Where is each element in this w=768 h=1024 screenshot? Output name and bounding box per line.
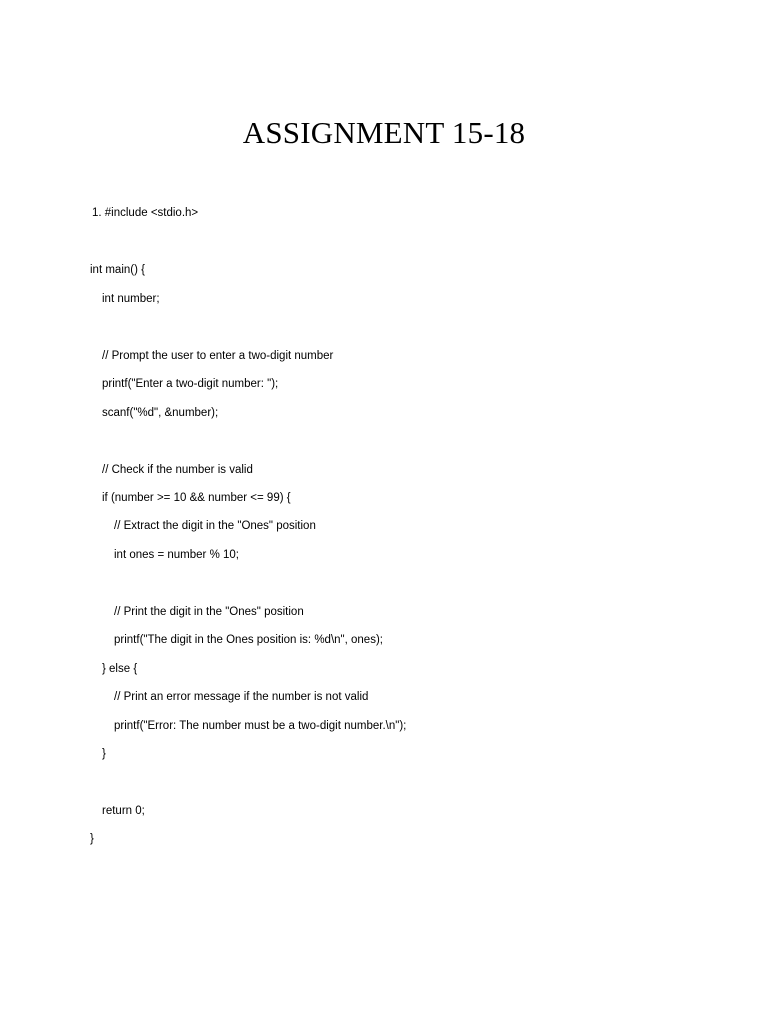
code-line-include: 1. #include <stdio.h> — [92, 207, 199, 219]
code-line-if: if (number >= 10 && number <= 99) { — [102, 492, 291, 504]
code-line-comment-check: // Check if the number is valid — [102, 464, 253, 476]
code-line-main: int main() { — [90, 264, 145, 276]
code-line-comment-print: // Print the digit in the "Ones" position — [114, 606, 304, 618]
page-title: ASSIGNMENT 15-18 — [242, 115, 526, 150]
code-line-return: return 0; — [102, 805, 145, 817]
code-line-comment-extract: // Extract the digit in the "Ones" position — [114, 520, 316, 532]
code-line-comment-prompt: // Prompt the user to enter a two-digit number — [102, 350, 334, 362]
code-line-printf-ones: printf("The digit in the Ones position is: %d\n", ones); — [114, 634, 383, 646]
code-line-ones: int ones = number % 10; — [114, 549, 239, 561]
code-line-comment-error: // Print an error message if the number is not valid — [114, 691, 369, 703]
code-line-close-if: } — [102, 748, 106, 760]
code-line-printf-prompt: printf("Enter a two-digit number: "); — [102, 378, 279, 390]
code-line-else: } else { — [102, 663, 138, 675]
code-line-printf-error: printf("Error: The number must be a two-digit number.\n"); — [114, 720, 407, 732]
code-line-close-main: } — [90, 833, 94, 845]
code-line-scanf: scanf("%d", &number); — [102, 407, 219, 419]
code-line-decl: int number; — [102, 293, 160, 305]
